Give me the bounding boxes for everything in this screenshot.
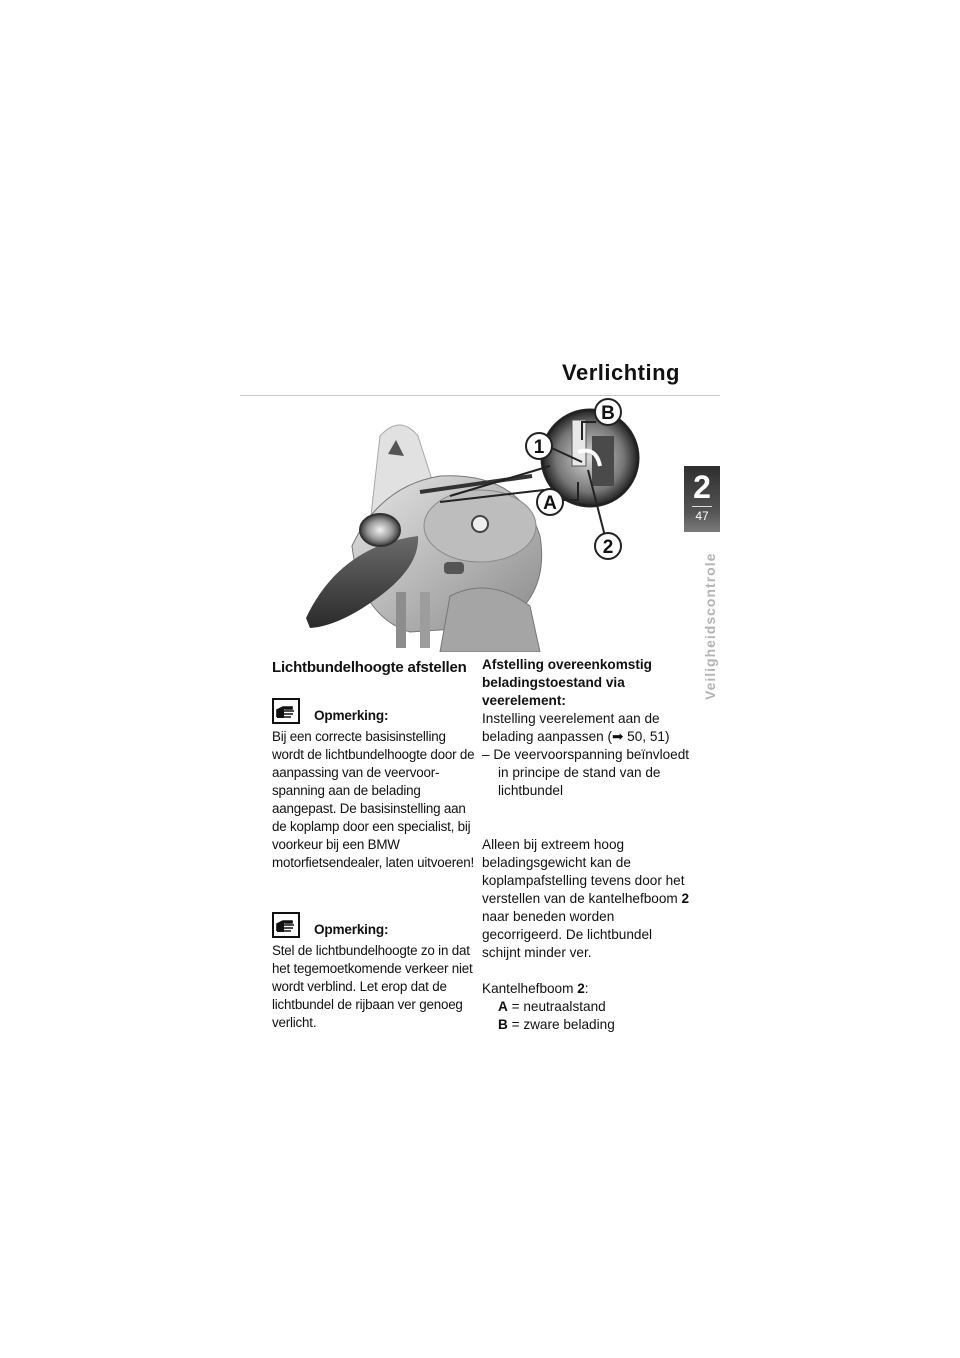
fork-right bbox=[420, 592, 430, 648]
page-title: Verlichting bbox=[562, 360, 680, 385]
motorcycle-headlight-figure bbox=[300, 396, 680, 652]
right-column bbox=[482, 656, 692, 1034]
lever-ref: 2 bbox=[681, 891, 690, 906]
callout-b bbox=[595, 399, 621, 425]
note-1-text: Bij een correcte basisinstelling wordt de lichtbundelhoogte door de aanpassing van de veervoor-spanning aan de belading aangepast. De basisinstelling aan de koplamp door een specialist, bij voorkeur bij een BMW motorfietsendealer, laten uitvoeren! bbox=[272, 729, 475, 870]
page-number: 47 bbox=[695, 509, 709, 523]
svg-text:A: A bbox=[543, 493, 557, 514]
subheading: Afstelling overeenkomstig beladingstoestand via veerelement: bbox=[482, 657, 652, 708]
logo-badge bbox=[472, 516, 488, 532]
svg-text:B: B bbox=[601, 403, 615, 424]
fork-left bbox=[396, 592, 406, 648]
note-hand-icon bbox=[272, 912, 300, 938]
note-2-label: Opmerking: bbox=[314, 922, 389, 937]
callout-a bbox=[537, 489, 563, 515]
definition-b: B = zware belading bbox=[498, 1017, 615, 1032]
chapter-tab bbox=[684, 466, 720, 532]
section-label: Veiligheidscontrole bbox=[702, 552, 718, 700]
section-heading: Lichtbundelhoogte afstellen bbox=[272, 659, 467, 676]
note-2-text: Stel de lichtbundelhoogte zo in dat het tegemoetkomende verkeer niet wordt verblind. Let erop dat de lichtbundel de rijbaan ver genoeg verlicht. bbox=[272, 943, 473, 1030]
bullet-item: – De veervoorspanning beïnvloedt in principe de stand van de lichtbundel bbox=[482, 747, 690, 798]
note-2 bbox=[272, 908, 476, 1032]
paragraph-extreme-load: Alleen bij extreem hoog beladingsgewicht kan de koplampafstelling tevens door het verstellen van de kantelhefboom 2 naar beneden worden gecorrigeerd. De lichtbundel schijnt minder ver. bbox=[482, 837, 690, 960]
callout-2 bbox=[595, 533, 621, 559]
note-1-label: Opmerking: bbox=[314, 708, 389, 723]
tab-divider bbox=[692, 506, 712, 507]
svg-text:2: 2 bbox=[602, 537, 614, 558]
definition-a: A = neutraalstand bbox=[498, 999, 606, 1014]
chapter-number: 2 bbox=[693, 469, 711, 505]
instruction-text: Instelling veerelement aan de belading aanpassen (➡ 50, 51) bbox=[482, 711, 670, 744]
svg-text:1: 1 bbox=[533, 437, 545, 458]
callout-1 bbox=[526, 433, 552, 459]
lever-heading: Kantelhefboom 2: bbox=[482, 981, 589, 996]
left-column bbox=[272, 656, 476, 1032]
note-hand-icon bbox=[272, 698, 300, 724]
note-1 bbox=[272, 694, 476, 872]
indicator bbox=[444, 562, 464, 574]
headlight bbox=[360, 514, 400, 546]
